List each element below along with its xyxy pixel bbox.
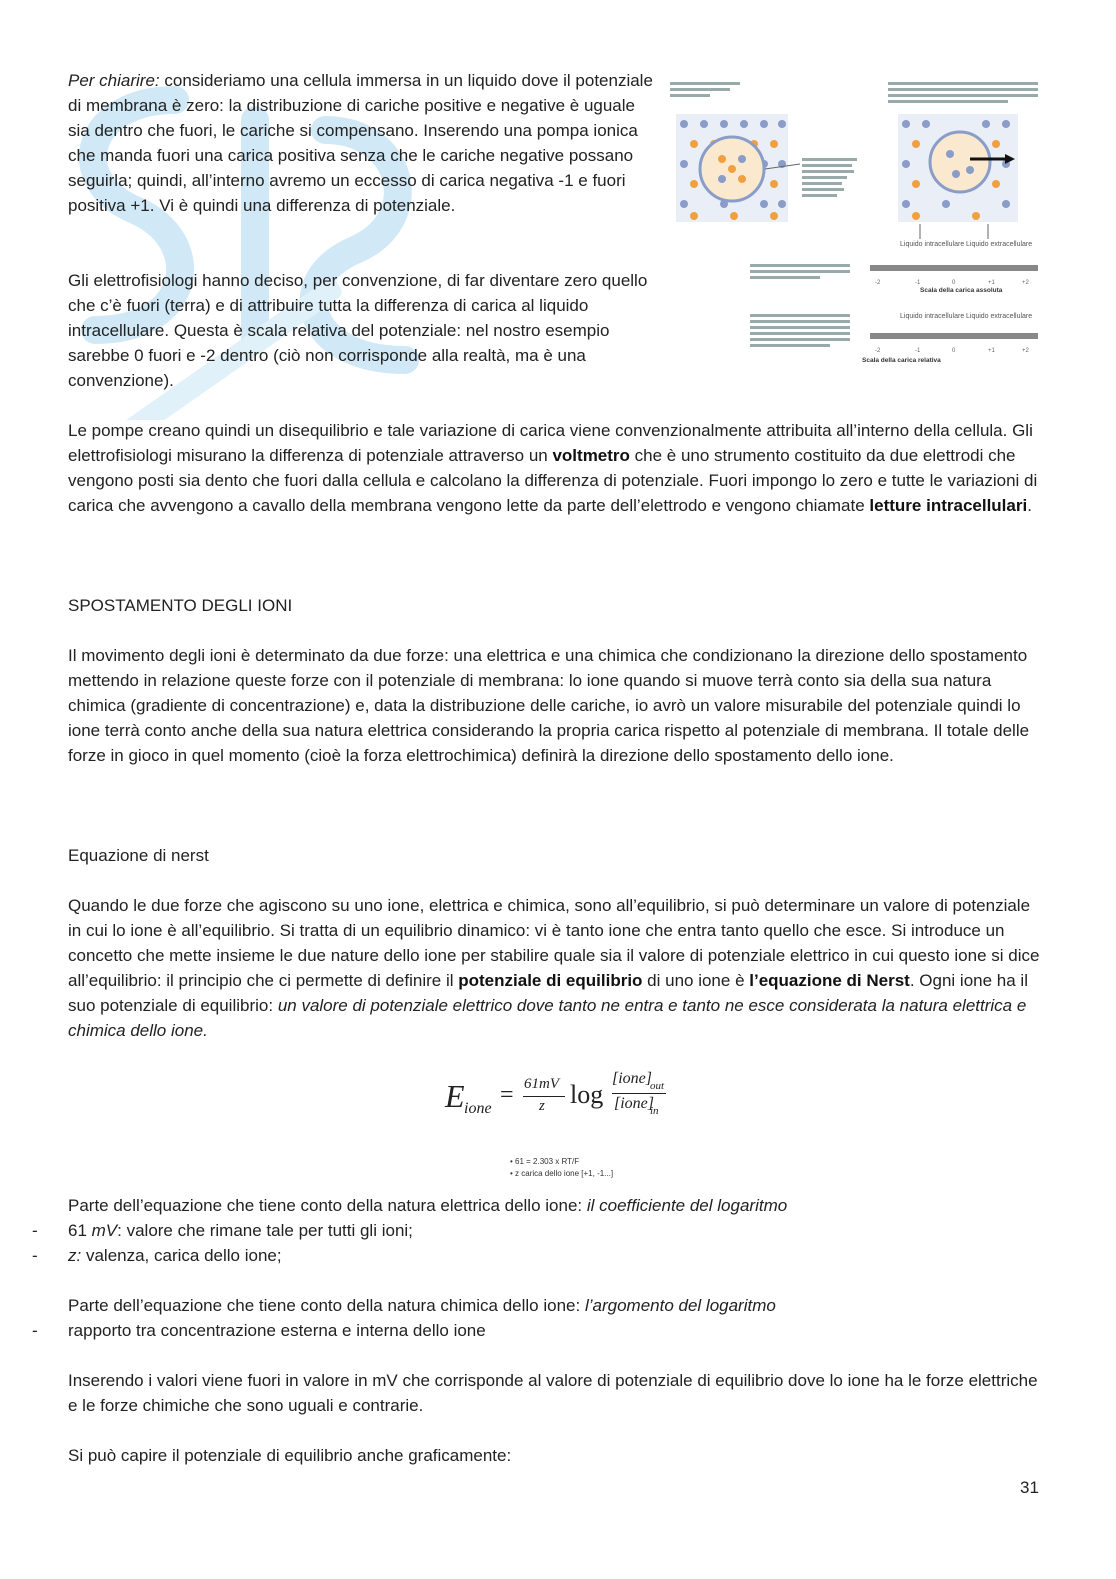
list-item: - z: valenza, carica dello ione;: [0, 1243, 1043, 1268]
label-scala-relativa: Scala della carica relativa: [862, 357, 941, 364]
svg-text:0: 0: [952, 280, 956, 286]
electric-part-block: [68, 1193, 1043, 1268]
membrane-charge-figure: [670, 74, 1050, 370]
svg-text:0: 0: [952, 348, 956, 354]
svg-text:+2: +2: [1022, 348, 1029, 354]
term-letture-intracellulari: letture intracellulari: [869, 496, 1028, 515]
electric-intro: Parte dell’equazione che tiene conto della natura elettrica dello ione: il coefficiente del logaritmo: [68, 1196, 788, 1215]
nerst-paragraph: Quando le due forze che agiscono su uno ione, elettrica e chimica, sono all’equilibrio, si può determinare un valore di potenziale in cui lo ione è all’equilibrio. Si tratta di un equilibrio dinamico: vi è tanto ione che entra tanto quello che esce. Si introduce un concetto che mette insieme le due nature dello ione per stabilire quale sia il valore di potenziale elettrico in cui questo ione si dice all’equilibrio: il principio che ci permette di definire il potenziale di equilibrio di uno ione è l’equazione di Nerst. Ogni ione ha il suo potenziale di equilibrio: un valore di potenziale elettrico dove tanto ne entra e tanto ne esce considerata la natura elettrica e chimica dello ione.: [68, 896, 1040, 1040]
eq-coef-bar: [523, 1096, 565, 1097]
graphic-paragraph: Si può capire il potenziale di equilibrio anche graficamente:: [68, 1446, 512, 1465]
eq-frac-num: [ione]: [612, 1070, 652, 1087]
convention-paragraph: Gli elettrofisiologi hanno deciso, per convenzione, di far diventare zero quello che c’è fuori (terra) e di attribuire tutta la differenza di carica al liquido intracellulare. Questa è scala relativa del potenziale: nel nostro esempio sarebbe 0 fuori e -2 dentro (ciò non corrisponde alla realtà, ma è una convenzione).: [68, 271, 648, 390]
chemical-intro: Parte dell’equazione che tiene conto della natura chimica dello ione: l’argomento del logaritmo: [68, 1296, 776, 1315]
pump-paragraph: Le pompe creano quindi un disequilibrio e tale variazione di carica viene convenzionalmente attribuita all’interno della cellula. Gli elettrofisiologi misurano la differenza di potenziale attraverso un voltmetro che è uno strumento costituito da due elettrodi che vengono posti sia dento che fuori dalla cellula e calcolano la differenza di potenziale. Fuori impongo lo zero e tutte le variazioni di carica che avvengono a cavallo della membrana vengono lette da parte dell’elettrodo e vengono chiamate letture intracellulari.: [68, 421, 1038, 515]
intro-paragraph: [68, 68, 653, 218]
eq-equals: =: [500, 1082, 514, 1108]
eq-coef-num: 61mV: [524, 1076, 559, 1092]
term-potenziale-equilibrio: potenziale di equilibrio: [458, 971, 643, 990]
eq-coef-den: z: [539, 1098, 545, 1114]
eq-log: log: [570, 1080, 604, 1109]
eq-frac-den-sub: in: [650, 1105, 659, 1117]
svg-text:+2: +2: [1022, 280, 1029, 286]
ion-movement-paragraph: Il movimento degli ioni è determinato da due forze: una elettrica e una chimica che condizionano la direzione dello spostamento mettendo in relazione queste forze con il potenziale di membrana: lo ione quando si muove terrà conto sia della sua natura chimica (gradiente di concentrazione) e, data la distribuzione delle cariche, io avrò un valore misurabile del potenziale quindi lo ione terrà conto anche della sua natura elettrica considerando la propria carica rispetto al potenziale di membrana. Il totale delle forze in gioco in quel momento (cioè la forza elettrochimica) definirà la direzione dello spostamento dello ione.: [68, 646, 1030, 765]
result-paragraph: Inserendo i valori viene fuori in valore in mV che corrisponde al valore di potenziale di equilibrio dove lo ione ha le forze elettriche e le forze chimiche che sono uguali e contrarie.: [68, 1371, 1038, 1415]
equation-notes: [510, 1156, 613, 1180]
term-equazione-nerst: l’equazione di Nerst: [749, 971, 910, 990]
svg-text:-2: -2: [875, 280, 881, 286]
label-liquido-intra-2: Liquido intracellulare: [900, 313, 965, 320]
list-item: - 61 mV: valore che rimane tale per tutti gli ioni;: [0, 1218, 1043, 1243]
electric-list: [0, 1218, 1043, 1268]
eq-note-61: • 61 = 2.303 x RT/F: [510, 1157, 580, 1166]
chemical-list: [0, 1318, 1043, 1343]
label-liquido-extra: Liquido extracellulare: [966, 241, 1033, 248]
svg-text:-1: -1: [915, 280, 921, 286]
eq-E: E: [445, 1078, 465, 1114]
label-liquido-intra: Liquido intracellulare: [900, 241, 965, 248]
svg-text:+1: +1: [988, 280, 995, 286]
list-item: - rapporto tra concentrazione esterna e interna dello ione: [0, 1318, 1043, 1343]
eq-frac-num-sub: out: [650, 1080, 665, 1092]
chemical-part-block: [68, 1293, 1043, 1343]
label-liquido-extra-2: Liquido extracellulare: [966, 313, 1033, 320]
section-heading-nerst: Equazione di nerst: [68, 846, 209, 865]
section-heading-spostamento: SPOSTAMENTO DEGLI IONI: [68, 596, 293, 615]
svg-text:-1: -1: [915, 348, 921, 354]
eq-sub-ione: ione: [464, 1100, 492, 1117]
eq-frac-den: [ione]: [614, 1095, 654, 1112]
intro-lead: Per chiarire:: [68, 71, 160, 90]
label-scala-assoluta: Scala della carica assoluta: [920, 287, 1003, 294]
page-number: 31: [1020, 1478, 1039, 1497]
eq-note-z: • z carica dello ione [+1, -1...]: [510, 1169, 614, 1178]
svg-text:+1: +1: [988, 348, 995, 354]
term-voltmetro: voltmetro: [552, 446, 630, 465]
nernst-equation: [430, 1068, 690, 1148]
eq-frac-bar: [612, 1093, 666, 1094]
svg-text:-2: -2: [875, 348, 881, 354]
intro-text: consideriamo una cellula immersa in un liquido dove il potenziale di membrana è zero: la distribuzione di cariche positive e negative è uguale sia dentro che fuori, le cariche si compensano. Inserendo una pompa ionica che manda fuori una carica positiva senza che le cariche negative possano seguirla; quindi, all’interno avremo un eccesso di carica negativa -1 e fuori positiva +1. Vi è quindi una differenza di potenziale.: [68, 71, 653, 215]
